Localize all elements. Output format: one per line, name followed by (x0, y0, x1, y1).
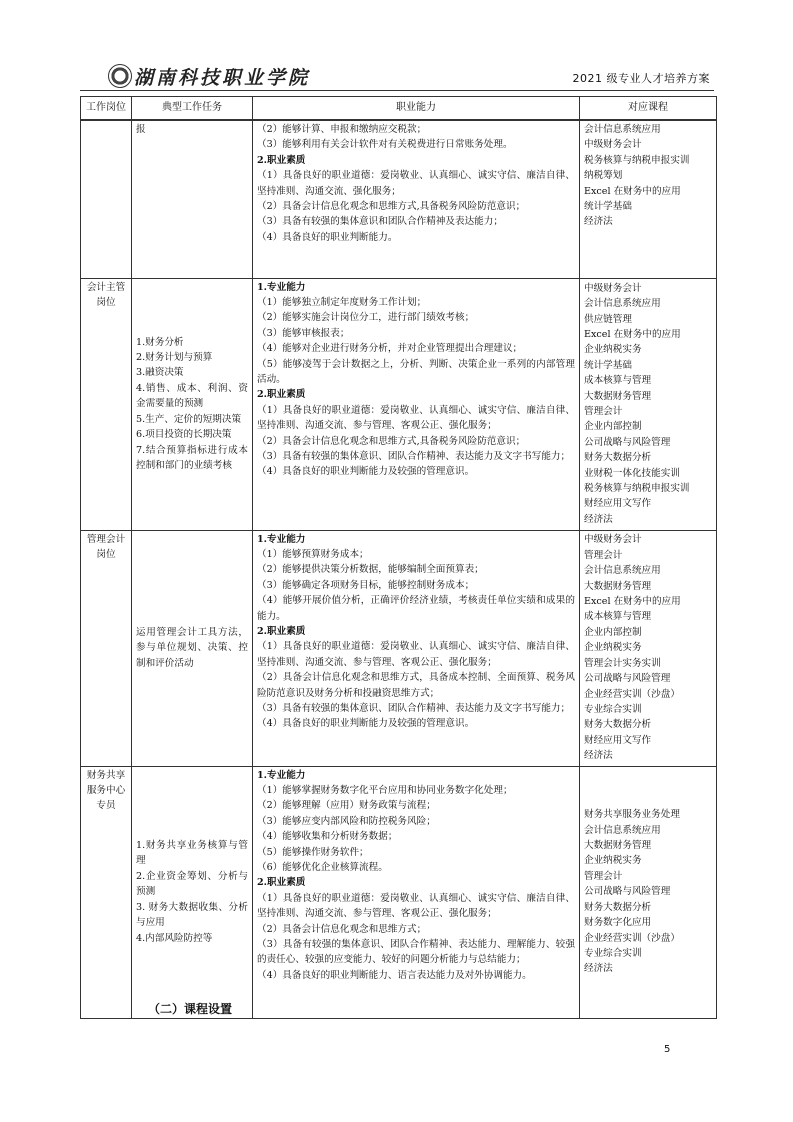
task-item: 2.企业资金筹划、分析与预测 (136, 870, 248, 898)
course-item: 会计信息系统应用 (584, 298, 661, 310)
course-item: 企业经营实训（沙盘） (584, 688, 680, 700)
ability-item: （4）具备良好的职业判断能力及较强的管理意识。 (257, 718, 475, 730)
ability-item: （4）能够开展价值分析，正确评价经济业绩，考核责任单位实绩和成果的能力。 (257, 595, 575, 622)
professional-ability-cell (253, 766, 580, 1018)
ability-item: （3）具备有较强的集体意识、团队合作精神、表达能力、理解能力、较强的责任心、较强的应变能力、较好的问题分析能力与总结能力； (257, 938, 575, 966)
ability-item: （2）具备会计信息化观念和思维方式,具备税务风险防范意识； (257, 201, 526, 213)
course-item: 企业纳税实务 (584, 344, 642, 356)
page-number: 5 (664, 1044, 671, 1055)
ability-item: （2）具备会计信息化观念和思维方式,具备税务风险防范意识； (257, 435, 526, 447)
table-row (81, 766, 717, 1018)
courses-cell (580, 120, 717, 278)
ability-item: （3）具备有较强的集体意识和团队合作精神及表达能力； (257, 216, 503, 228)
course-item: 经济法 (584, 963, 613, 975)
course-item: 财务大数据分析 (584, 452, 652, 464)
typical-tasks-cell (132, 278, 253, 530)
course-item: 供应链管理 (584, 313, 632, 325)
task-item: 3. 财务大数据收集、分析与应用 (136, 901, 248, 929)
task-item: 1.财务分析 (136, 336, 184, 348)
ability-item: （6）能够优化企业核算流程。 (257, 861, 388, 873)
ability-item: （2）能够实施会计岗位分工，进行部门绩效考核； (257, 312, 475, 324)
course-item: 统计学基础 (584, 359, 632, 371)
task-item: 报 (136, 124, 146, 135)
column-header: 职业能力 (253, 97, 580, 121)
course-item: 财经应用文写作 (584, 498, 652, 510)
ability-item: （3）具备有较强的集体意识、团队合作精神、表达能力及文字书写能力； (257, 450, 571, 462)
ability-item: （3）能够应变内部风险和防控税务风险； (257, 815, 436, 827)
course-item: 会计信息系统应用 (584, 824, 661, 836)
ability-section-heading: 2.职业素质 (257, 625, 306, 637)
ability-item: （2）能够理解（应用）财务政策与流程； (257, 800, 436, 812)
task-item: 7.结合预算指标进行成本控制和部门的业绩考核 (136, 444, 248, 471)
ability-item: （4）具备良好的职业判断能力及较强的管理意识。 (257, 466, 475, 478)
course-item: 统计学基础 (584, 201, 632, 213)
course-item: 经济法 (584, 750, 613, 762)
course-item: 专业综合实训 (584, 947, 642, 959)
course-item: 大数据财务管理 (584, 580, 652, 592)
job-position-cell (81, 120, 132, 278)
ability-item: （1）具备良好的职业道德：爱岗敬业、认真细心、诚实守信、廉洁自律、坚持准则、沟通交流、强化服务； (257, 170, 575, 197)
ability-section-heading: 2.职业素质 (257, 877, 306, 889)
course-item: 财务大数据分析 (584, 901, 652, 913)
course-item: 专业综合实训 (584, 703, 642, 715)
ability-item: （2）能够提供决策分析数据，能够编制全面预算表； (257, 564, 484, 576)
document-title: 2021 级专业人才培养方案 (572, 72, 710, 85)
ability-item: （5）能够操作财务软件； (257, 846, 369, 858)
school-logo-icon (108, 64, 132, 88)
course-item: 税务核算与纳税申报实训 (584, 483, 690, 495)
ability-item: （4）具备良好的职业判断能力、语言表达能力及对外协调能力。 (257, 969, 532, 981)
column-header: 典型工作任务 (132, 97, 253, 121)
course-item: 管理会计 (584, 406, 623, 417)
course-item: 经济法 (584, 216, 613, 228)
professional-ability-cell (253, 530, 580, 766)
typical-tasks-cell (132, 120, 253, 278)
course-item: 财务共享服务业务处理 (584, 809, 680, 821)
course-item: 财经应用文写作 (584, 734, 652, 746)
job-position-cell: 财务共享服务中心专员 (81, 766, 132, 1018)
task-item: 3.融资决策 (136, 367, 184, 379)
ability-item: （4）能够对企业进行财务分析，并对企业管理提出合理建议； (257, 343, 523, 355)
ability-item: （1）能够独立制定年度财务工作计划； (257, 296, 427, 308)
table-row (81, 120, 717, 278)
ability-section-heading: 1.专业能力 (257, 281, 306, 293)
column-header: 工作岗位 (81, 97, 132, 121)
ability-item: （1）具备良好的职业道德：爱岗敬业、认真细心、诚实守信、廉洁自律、坚持准则、沟通交流、参与管理、客观公正、强化服务； (257, 404, 575, 432)
ability-item: （2）具备会计信息化观念和思维方式； (257, 923, 427, 935)
ability-item: （4）能够收集和分析财务数据； (257, 831, 398, 843)
course-item: 财务大数据分析 (584, 719, 652, 731)
professional-ability-cell (253, 278, 580, 530)
job-position-cell: 管理会计岗位 (81, 530, 132, 766)
course-item: 纳税筹划 (584, 170, 623, 182)
course-item: 公司战略与风险管理 (584, 886, 671, 898)
course-item: Excel 在财务中的应用 (584, 596, 681, 608)
job-position-cell: 会计主管岗位 (81, 278, 132, 530)
ability-item: （1）能够预算财务成本； (257, 548, 369, 560)
course-item: Excel 在财务中的应用 (584, 328, 681, 340)
course-item: 会计信息系统应用 (584, 565, 661, 577)
course-item: Excel 在财务中的应用 (584, 185, 681, 197)
task-item: 5.生产、定价的短期决策 (136, 413, 242, 425)
ability-item: （2）具备会计信息化观念和思维方式，具备成本控制、全面预算、税务风险防范意识及财务分析和投融资思维方式； (257, 672, 575, 699)
ability-section-heading: 2.职业素质 (257, 154, 306, 166)
course-item: 税务核算与纳税申报实训 (584, 154, 690, 166)
courses-cell (580, 766, 717, 1018)
table-body (81, 120, 717, 1018)
course-item: 会计信息系统应用 (584, 124, 661, 135)
typical-tasks-cell (132, 530, 253, 766)
course-item: 企业内部控制 (584, 421, 642, 433)
task-item: 4.内部风险防控等 (136, 932, 213, 944)
ability-item: （1）具备良好的职业道德：爱岗敬业、认真细心、诚实守信、廉洁自律、坚持准则、沟通交流、参与管理、客观公正、强化服务； (257, 641, 575, 668)
task-item: 2.财务计划与预算 (136, 352, 213, 364)
course-item: 大数据财务管理 (584, 390, 652, 402)
course-item: 大数据财务管理 (584, 840, 652, 852)
course-item: 公司战略与风险管理 (584, 436, 671, 448)
course-item: 中级财务会计 (584, 139, 642, 151)
ability-item: （1）具备良好的职业道德：爱岗敬业、认真细心、诚实守信、廉洁自律、坚持准则、沟通交流、参与管理、客观公正、强化服务； (257, 892, 575, 920)
course-item: 管理会计 (584, 549, 623, 561)
course-item: 公司战略与风险管理 (584, 673, 671, 685)
section-heading: （二）课程设置 (148, 1002, 233, 1016)
ability-section-heading: 2.职业素质 (257, 389, 306, 401)
course-item: 经济法 (584, 513, 613, 525)
courses-cell (580, 530, 717, 766)
ability-item: （3）能够审核报表； (257, 327, 350, 339)
ability-item: （5）能够凌驾于会计数据之上，分析、判断、决策企业一系列的内部管理活动。 (257, 358, 575, 385)
job-ability-table (80, 96, 717, 1019)
course-item: 财务数字化应用 (584, 917, 652, 929)
courses-cell (580, 278, 717, 530)
school-name: 湖南科技职业学院 (134, 67, 311, 89)
task-item: 1.财务共享业务核算与管理 (136, 840, 248, 867)
page-header (80, 60, 714, 91)
course-item: 管理会计实务实训 (584, 657, 661, 669)
typical-tasks-cell (132, 766, 253, 1018)
course-item: 企业内部控制 (584, 626, 642, 638)
ability-item: （3）能够确定各项财务目标，能够控制财务成本； (257, 579, 475, 591)
ability-item: （2）能够计算、申报和缴纳应交税款； (257, 124, 427, 135)
course-item: 管理会计 (584, 870, 623, 882)
ability-item: （1）能够掌握财务数字化平台应用和协同业务数字化处理； (257, 784, 513, 796)
course-item: 企业经营实训（沙盘） (584, 932, 680, 944)
course-item: 成本核算与管理 (584, 611, 652, 623)
professional-ability-cell (253, 120, 580, 278)
course-item: 业财税一体化技能实训 (584, 467, 680, 479)
task-item: 6.项目投资的长期决策 (136, 429, 232, 441)
task-item: 4.销售、成本、利润、资金需要量的预测 (136, 382, 248, 410)
ability-item: （3）具备有较强的集体意识、团队合作精神、表达能力及文字书写能力； (257, 702, 571, 714)
course-item: 企业纳税实务 (584, 642, 642, 654)
ability-item: （4）具备良好的职业判断能力。 (257, 231, 398, 243)
table-row (81, 530, 717, 766)
course-item: 企业纳税实务 (584, 855, 642, 867)
ability-item: （3）能够利用有关会计软件对有关税费进行日常账务处理。 (257, 139, 513, 151)
course-item: 中级财务会计 (584, 282, 642, 294)
ability-section-heading: 1.专业能力 (257, 769, 306, 781)
course-item: 中级财务会计 (584, 534, 642, 546)
column-header: 对应课程 (580, 97, 717, 121)
table-header-row (81, 97, 717, 121)
course-item: 成本核算与管理 (584, 375, 652, 387)
table-row (81, 278, 717, 530)
task-item: 运用管理会计工具方法，参与单位规划、决策、控制和评价活动 (136, 626, 248, 669)
ability-section-heading: 1.专业能力 (257, 533, 306, 545)
